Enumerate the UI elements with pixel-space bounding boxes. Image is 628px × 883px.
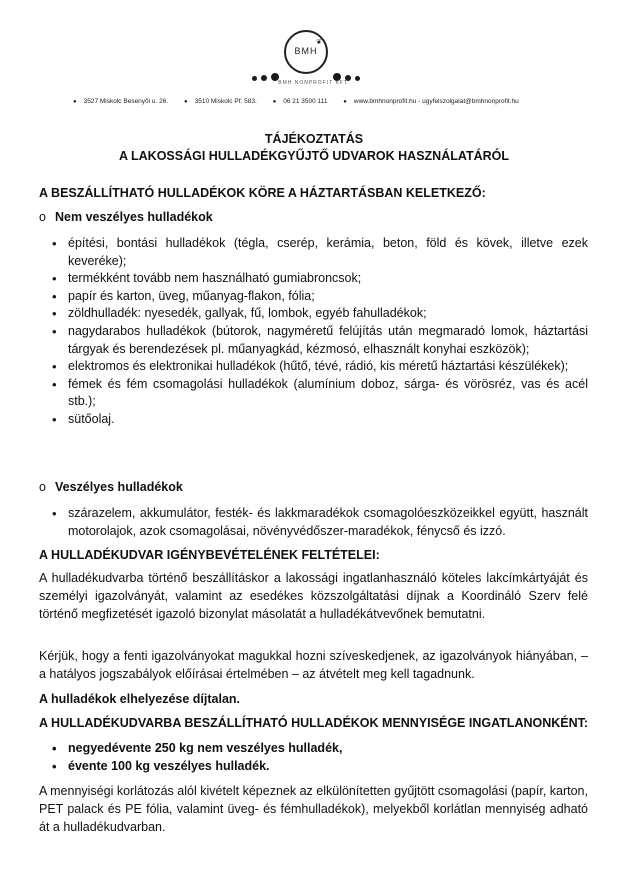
contact-phone: ● 06 21 3500 111 xyxy=(272,98,328,105)
section-heading-conditions: A HULLADÉKUDVAR IGÉNYBEVÉTELÉNEK FELTÉTELEI: xyxy=(39,548,380,562)
mailbox-icon: ● xyxy=(184,99,188,105)
globe-icon: ● xyxy=(343,99,347,105)
document-subtitle: A LAKOSSÁGI HULLADÉKGYŰJTŐ UDVAROK HASZNÁLATÁRÓL xyxy=(118,149,510,163)
section-heading-quantity: A HULLADÉKUDVARBA BESZÁLLÍTHATÓ HULLADÉKOK MENNYISÉGE INGATLANONKÉNT: xyxy=(39,716,589,730)
logo-text: BMH xyxy=(294,46,318,56)
conditions-paragraph: A hulladékudvarba történő beszállításkor a lakossági ingatlanhasználó köteles lakcímkártyáját és személyi igazolványát, valamint az esedékes közszolgáltatási díjnak a Koordináló Szerv felé történő megfizetését igazoló bizonylat másolatát a hulladékátvevőnek bemutatni. xyxy=(39,571,588,621)
free-disposal-note: A hulladékok elhelyezése díjtalan. xyxy=(39,692,241,706)
list-item: • papír és karton, üveg, műanyag-flakon, fólia; xyxy=(52,288,588,306)
nonhazardous-list xyxy=(52,235,588,429)
phone-icon: ● xyxy=(272,99,277,105)
list-item: • termékként tovább nem használható gumiabroncsok; xyxy=(52,270,588,288)
subheading-hazardous: o Veszélyes hulladékok xyxy=(39,480,183,494)
list-item: • építési, bontási hulladékok (tégla, cserép, kerámia, beton, föld és kövek, illetve ezek keveréke); xyxy=(52,235,588,270)
contact-bar xyxy=(73,98,573,110)
section-heading-accepted-waste: A BESZÁLLÍTHATÓ HULLADÉKOK KÖRE A HÁZTARTÁSBAN KELETKEZŐ: xyxy=(39,186,486,200)
quantity-exception-paragraph: A mennyiségi korlátozás alól kivételt képeznek az elkülönítetten gyűjtött csomagolási (papír, karton, PET palack és PE fólia, valamint üveg- és fémhulladékok), melyekből korlátlan mennyiség adható át a hulladékudvarban. xyxy=(39,784,588,834)
hazardous-list xyxy=(52,505,588,540)
list-item: • fémek és fém csomagolási hulladékok (alumínium doboz, sárga- és vörösréz, vas és acél stb.); xyxy=(52,376,588,411)
list-item: • elektromos és elektronikai hulladékok (hűtő, tévé, rádió, kis méretű háztartási készülékek); xyxy=(52,358,588,376)
contact-address: ● 3527 Miskolc Besenyői u. 26. xyxy=(73,98,169,105)
quantity-list xyxy=(52,740,588,775)
list-item: • negyedévente 250 kg nem veszélyes hulladék, xyxy=(52,740,588,758)
id-required-paragraph: Kérjük, hogy a fenti igazolványokat magukkal hozni szíveskedjenek, az igazolványok hiányában, – a hatályos jogszabályok előírásai értelmében – az átvételt meg kell tagadnunk. xyxy=(39,649,588,681)
contact-web: ● www.bmhnonprofit.hu - ugyfelszolgalat@bmhnonprofit.hu xyxy=(343,98,519,105)
circle-bullet-icon: o xyxy=(39,210,46,224)
contact-pobox: ● 3510 Miskolc Pf: 583. xyxy=(184,98,257,105)
list-item: • zöldhulladék: nyesedék, gallyak, fű, lombok, egyéb fahulladékok; xyxy=(52,305,588,323)
leaf-icon: ❦ xyxy=(316,39,322,46)
location-icon: ● xyxy=(73,99,77,105)
circle-bullet-icon: o xyxy=(39,480,46,494)
subheading-nonhazardous: o Nem veszélyes hulladékok xyxy=(39,210,213,224)
list-item: • évente 100 kg veszélyes hulladék. xyxy=(52,758,588,776)
document-title: TÁJÉKOZTATÁS xyxy=(264,132,364,146)
list-item: • szárazelem, akkumulátor, festék- és lakkmaradékok csomagolóeszközeikkel együtt, használt motorolajok, azok csomagolásai, növényvédőszer-maradékok, fénycső és izzó. xyxy=(52,505,588,540)
list-item: • nagydarabos hulladékok (bútorok, nagyméretű felújítás után megmaradó lomok, háztartási tárgyak és berendezések pl. műanyagkád, kézmosó, elhasznált konyhai eszközök); xyxy=(52,323,588,358)
list-item: • sütőolaj. xyxy=(52,411,588,429)
company-name: BMH NONPROFIT KFT. xyxy=(278,80,350,86)
